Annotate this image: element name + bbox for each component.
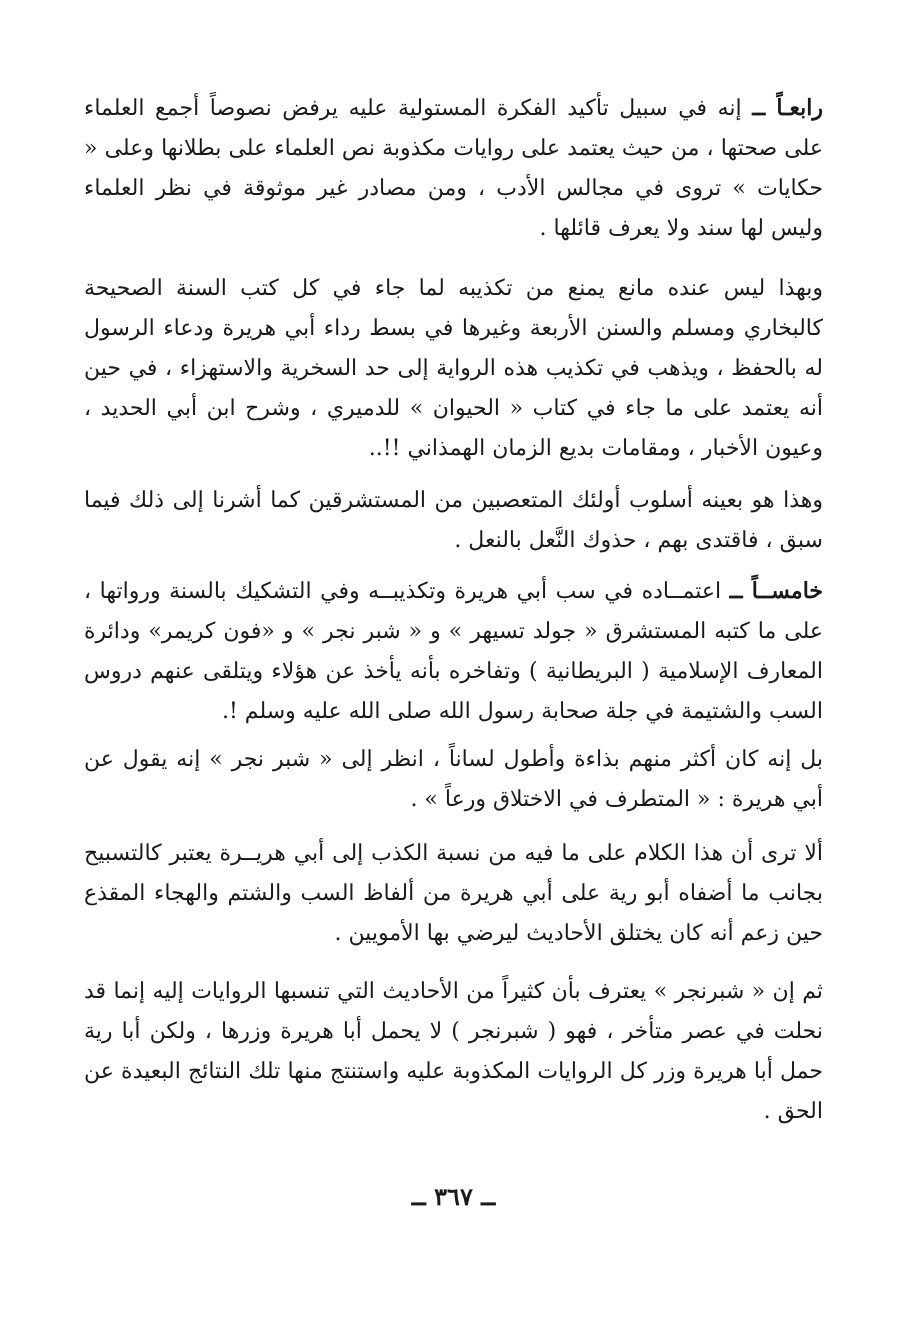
paragraph-text: اعتمــاده في سب أبي هريرة وتكذيبــه وفي التشكيك بالسنة ورواتها ، على ما كتبه المستشرق « جولد تسيهر » و « شبر نجر » و «فون كريمر» ودائرة المعارف الإسلامية ( البريطانية ) وتفاخره بأنه يأخذ عن هؤلاء ويتلقى عنهم دروس السب والشتيمة في جلة صحابة رسول الله صلى الله عليه وسلم !.	[84, 579, 823, 724]
paragraph-fourth-point	[84, 88, 823, 249]
paragraph-text: ألا ترى أن هذا الكلام على ما فيه من نسبة الكذب إلى أبي هريــرة يعتبر كالتسبيح بجانب ما أضفاه أبو رية على أبي هريرة من ألفاظ السب والشتم والهجاء المقذع حين زعم أنه كان يختلق الأحاديث ليرضي بها الأمويين .	[84, 841, 823, 946]
paragraph-text: ثم إن « شبرنجر » يعترف بأن كثيراً من الأحاديث التي تنسبها الروايات إليه إنما قد نحلت في عصر متأخر ، فهو ( شبرنجر ) لا يحمل أبا هريرة وزرها ، ولكن أبا رية حمل أبا هريرة وزر كل الروايات المكذوبة عليه واستنتج منها تلك النتائج البعيدة عن الحق .	[84, 979, 824, 1124]
point-label-fourth: رابعـاً ــ	[752, 95, 823, 121]
paragraph-text: إنه في سبيل تأكيد الفكرة المستولية عليه يرفض نصوصاً أجمع العلماء على صحتها ، من حيث يعتمد على روايات مكذوبة نص العلماء على بطلانها وعلى « حكايات » تروى في مجالس الأدب ، ومن مصادر غير موثوقة في نظر العلماء وليس لها سند ولا يعرف قائلها .	[84, 96, 823, 241]
paragraph-sprenger-quote	[84, 740, 823, 820]
paragraph-text: بل إنه كان أكثر منهم بذاءة وأطول لساناً ، انظر إلى « شبر نجر » إنه يقول عن أبي هريرة : « المتطرف في الاختلاق ورعاً » .	[84, 747, 823, 812]
point-label-fifth: خامســاً ــ	[729, 578, 824, 604]
page-number: ــ ٣٦٧ ــ	[411, 1182, 496, 1211]
paragraph-sprenger-admission	[84, 972, 823, 1132]
paragraph-text: وبهذا ليس عنده مانع يمنع من تكذيبه لما جاء في كل كتب السنة الصحيحة كالبخاري ومسلم والسنن الأربعة وغيرها في بسط رداء أبي هريرة ودعاء الرسول له بالحفظ ، ويذهب في تكذيب هذه الرواية إلى حد السخرية والاستهزاء ، في حين أنه يعتمد على ما جاء في كتاب « الحيوان » للدميري ، وشرح ابن أبي الحديد ، وعيون الأخبار ، ومقامات بديع الزمان الهمذاني !!..	[84, 276, 823, 461]
paragraph-comparison	[84, 834, 823, 954]
paragraph-denial-of-sunnah	[84, 269, 823, 469]
paragraph-fifth-point	[84, 571, 823, 732]
paragraph-text: وهذا هو بعينه أسلوب أولئك المتعصبين من المستشرقين كما أشرنا إلى ذلك فيما سبق ، فاقتدى بهم ، حذوك النَّعل بالنعل .	[84, 488, 823, 553]
paragraph-orientalist-method	[84, 481, 823, 561]
